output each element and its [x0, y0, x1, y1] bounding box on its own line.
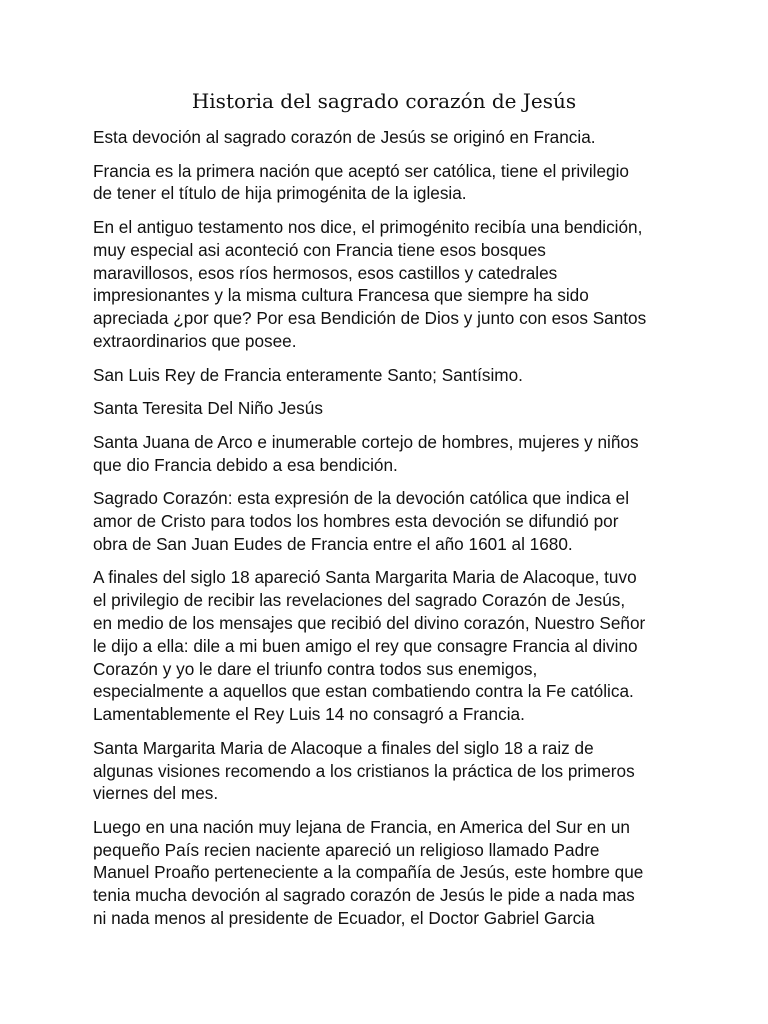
paragraph-line: de tener el título de hija primogénita de la iglesia. — [93, 183, 467, 204]
paragraph-line: que dio Francia debido a esa bendición. — [93, 454, 398, 475]
paragraph-line: impresionantes y la misma cultura Francesa que siempre ha sido — [93, 285, 589, 306]
paragraph — [93, 737, 683, 805]
paragraph-line: le dijo a ella: dile a mi buen amigo el rey que consagre Francia al divino — [93, 635, 638, 656]
document-title: Historia del sagrado corazón de Jesús — [191, 89, 577, 113]
paragraph-line: San Luis Rey de Francia enteramente Santo; Santísimo. — [93, 364, 523, 385]
paragraph — [93, 816, 683, 930]
paragraph-line: pequeño País recien naciente apareció un religioso llamado Padre — [93, 839, 600, 860]
paragraph-line: obra de San Juan Eudes de Francia entre el año 1601 al 1680. — [93, 533, 573, 554]
paragraph-line: maravillosos, esos ríos hermosos, esos castillos y catedrales — [93, 262, 558, 283]
paragraph-line: extraordinarios que posee. — [93, 330, 297, 351]
paragraph — [93, 216, 683, 353]
paragraph-line: amor de Cristo para todos los hombres esta devoción se difundió por — [93, 510, 619, 531]
paragraph-line: Corazón y yo le dare el triunfo contra todos sus enemigos, — [93, 658, 538, 679]
paragraph-line: algunas visiones recomendo a los cristianos la práctica de los primeros — [93, 760, 635, 781]
document-body — [93, 126, 683, 941]
paragraph-line: Manuel Proaño perteneciente a la compañía de Jesús, este hombre que — [93, 862, 644, 883]
paragraph-line: ni nada menos al presidente de Ecuador, el Doctor Gabriel Garcia — [93, 908, 595, 929]
paragraph-line: Francia es la primera nación que aceptó ser católica, tiene el privilegio — [93, 160, 629, 181]
paragraph — [93, 364, 683, 387]
paragraph-line: Santa Juana de Arco e inumerable cortejo de hombres, mujeres y niños — [93, 431, 639, 452]
paragraph-line: Lamentablemente el Rey Luis 14 no consagró a Francia. — [93, 704, 525, 725]
paragraph-line: A finales del siglo 18 apareció Santa Margarita Maria de Alacoque, tuvo — [93, 567, 637, 588]
paragraph-line: tenia mucha devoción al sagrado corazón de Jesús le pide a nada mas — [93, 885, 635, 906]
paragraph — [93, 566, 683, 726]
paragraph-line: Santa Margarita Maria de Alacoque a finales del siglo 18 a raiz de — [93, 737, 594, 758]
paragraph-line: el privilegio de recibir las revelaciones del sagrado Corazón de Jesús, — [93, 590, 626, 611]
paragraph-line: muy especial asi aconteció con Francia tiene esos bosques — [93, 239, 546, 260]
paragraph-line: Sagrado Corazón: esta expresión de la devoción católica que indica el — [93, 488, 630, 509]
paragraph-line: Esta devoción al sagrado corazón de Jesús se originó en Francia. — [93, 127, 596, 147]
paragraph — [93, 487, 683, 555]
paragraph-line: Santa Teresita Del Niño Jesús — [93, 398, 323, 419]
paragraph-line: En el antiguo testamento nos dice, el primogénito recibía una bendición, — [93, 216, 643, 237]
paragraph — [93, 431, 683, 477]
paragraph-line: especialmente a aquellos que estan combatiendo contra la Fe católica. — [93, 681, 634, 702]
paragraph-line: apreciada ¿por que? Por esa Bendición de Dios y junto con esos Santos — [93, 308, 647, 329]
paragraph — [93, 126, 683, 149]
paragraph — [93, 160, 683, 206]
paragraph-line: en medio de los mensajes que recibió del divino corazón, Nuestro Señor — [93, 612, 646, 633]
paragraph — [93, 397, 683, 420]
paragraph-line: viernes del mes. — [93, 783, 219, 804]
paragraph-line: Luego en una nación muy lejana de Francia, en America del Sur en un — [93, 816, 630, 837]
